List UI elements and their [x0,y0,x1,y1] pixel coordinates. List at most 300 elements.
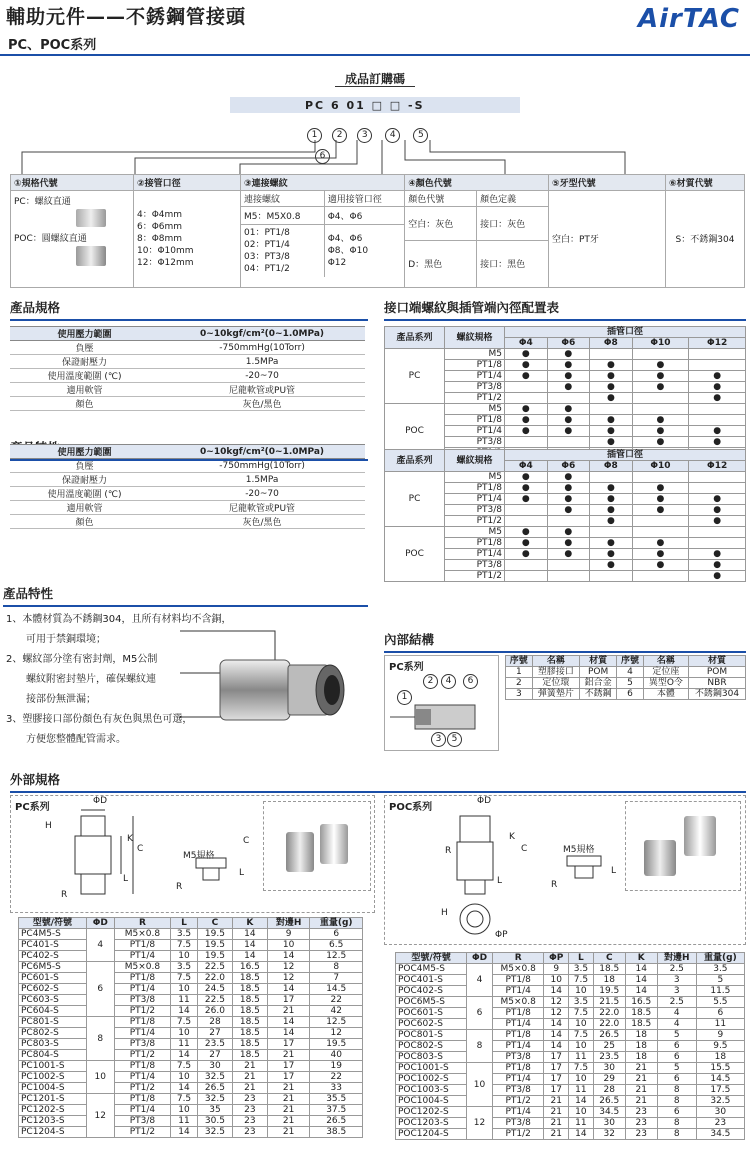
dim-cell: 10 [171,951,198,962]
dim-cell: 22 [310,995,363,1006]
cfg-dia-head: Φ4 [505,338,548,349]
table-row [396,1063,745,1074]
cfg-thread: PT3/8 [445,505,505,516]
thread-pt-dia: Φ4、Φ6 Φ8、Φ10 Φ12 [327,233,369,268]
dim-cell: 17 [544,1063,569,1074]
cfg-dot: ● [632,505,689,516]
feature-line-1: 1、本體材質為不銹鋼304，且所有材料均不含銅， [6,614,232,625]
dim-cell: 10 [569,1107,594,1118]
dim-cell: 14 [569,1096,594,1107]
dim-cell: 18.5 [232,1006,267,1017]
inner-title: 內部結構 [384,630,746,653]
dia-10: 10：Φ10mm [137,245,194,256]
inner-head: 序號 [506,656,533,667]
cfg-dot [590,527,633,538]
cfg-dot: ● [590,549,633,560]
fitting-illustration [180,625,370,745]
dim-cell: 14 [625,964,657,975]
poc-dimension-table [395,952,745,1140]
cfg-dot: ● [547,527,590,538]
dim-cell: M5×0.8 [114,929,170,940]
table-row [19,1028,363,1039]
cfg-dot [632,571,689,582]
dim-cell: 11 [569,1085,594,1096]
pc-dim-C: C [137,844,144,854]
dim-cell: 19.5 [197,940,232,951]
cfg-thread: PT1/2 [445,393,505,404]
dim-cell: 16.5 [625,997,657,1008]
cfg-dot: ● [689,494,746,505]
cfg-dot: ● [547,415,590,426]
cfg-dot [505,393,548,404]
dim-cell: 21 [267,1083,310,1094]
dim-cell: 12 [544,1008,569,1019]
dim-cell: PT1/8 [114,1017,170,1028]
dim-model: POC6M5-S [396,997,467,1008]
dim-cell: 10 [569,1019,594,1030]
cfg-dot: ● [547,382,590,393]
page-title: 輔助元件——不銹鋼管接頭 [6,6,247,28]
dim-cell: 14 [544,1041,569,1052]
dim-model: PC604-S [19,1006,87,1017]
dim-cell: 24.5 [197,984,232,995]
cfg-dot [632,472,689,483]
dim-cell: 21 [544,1107,569,1118]
spec2-label: 顏色 [10,515,159,529]
cfg-dot [632,404,689,415]
dim-cell: 21 [267,1127,310,1138]
dim-cell: 30.5 [197,1116,232,1127]
dim-dia: 6 [467,997,493,1030]
dia-6: 6：Φ6mm [137,221,183,232]
dim-cell: 2.5 [657,964,696,975]
dim-cell: 14 [544,986,569,997]
inner-cell: 異型O令 [643,678,688,689]
spec1-value: 灰色/黑色 [159,397,365,411]
dim-cell: 14 [569,1129,594,1140]
dim-cell: 37.5 [310,1105,363,1116]
dim-cell: 14 [267,1017,310,1028]
cfg-dot [547,393,590,404]
dim-cell: 14 [232,929,267,940]
inner-cell: 不銹鋼 [580,689,617,700]
table-row [506,689,746,700]
cfg-dot: ● [632,560,689,571]
dim-cell: 6 [657,1041,696,1052]
order-tooth-cell: 空白：PT牙 [549,191,666,288]
cfg-dot: ● [505,426,548,437]
inner-num-4: 4 [441,674,456,689]
inner-num-2: 2 [423,674,438,689]
table-row [396,1074,745,1085]
dim-cell: 15.5 [696,1063,744,1074]
cfg-dot: ● [590,360,633,371]
poc-dim-D: ΦD [477,796,492,806]
dim-cell: 25 [593,1041,625,1052]
dim-cell: PT1/4 [492,1074,544,1085]
cfg-dot: ● [505,472,548,483]
cfg-dot: ● [505,404,548,415]
dim-cell: 14 [267,951,310,962]
cfg-thread: PT1/2 [445,516,505,527]
spec1-value: 0~10kgf/cm²(0~1.0MPa) [159,327,365,341]
dim-cell: 9 [544,964,569,975]
dim-cell: 6 [657,1107,696,1118]
circle-3: 3 [357,128,372,143]
dim-cell: 30 [696,1107,744,1118]
cfg-dot: ● [590,393,633,404]
inner-head: 名稱 [532,656,579,667]
dim-cell: 32.5 [197,1127,232,1138]
dim-cell: 21 [267,1050,310,1061]
dim-model: POC802-S [396,1041,467,1052]
dim-cell: 26.5 [593,1030,625,1041]
dim-cell: 12 [267,973,310,984]
inner-head: 材質 [580,656,617,667]
cfg-dia-head: Φ10 [632,461,689,472]
dim-cell: 14 [232,940,267,951]
table-row [10,473,365,487]
cfg-thread: PT1/8 [445,360,505,371]
pc-photo-box [263,801,371,891]
table-row [19,1127,363,1138]
config-table-1 [384,326,746,459]
dim-cell: 14 [232,951,267,962]
spec2-label: 使用壓力範圍 [10,445,159,459]
dim-cell: 2.5 [657,997,696,1008]
poc-thumb-icon [76,246,106,266]
dim-cell: 17 [544,1085,569,1096]
dim-cell: 14 [625,975,657,986]
dim-dia: 10 [86,1061,114,1094]
dim-model: PC1001-S [19,1061,87,1072]
dim-cell: 8 [657,1129,696,1140]
poc-dim-P: ΦP [495,930,508,940]
table-row [396,1019,745,1030]
spec1-value: -750mmHg(10Torr) [159,341,365,355]
circle-2: 2 [332,128,347,143]
poc-m5-label: M5規格 [563,845,595,855]
dim-cell: 21 [267,1105,310,1116]
dim-cell: 19.5 [593,986,625,997]
dim-dia: 8 [467,1030,493,1063]
table-row [396,1052,745,1063]
dim-cell: 21 [267,1006,310,1017]
dim-cell: 5 [696,975,744,986]
dim-cell: 18.5 [232,1017,267,1028]
order-h-thread: ③連接螺紋 [241,175,405,191]
cfg-dot: ● [547,549,590,560]
dim-cell: 32 [593,1129,625,1140]
cfg-series: PC [385,472,445,527]
table-row [10,369,365,383]
spec1-label: 保證耐壓力 [10,355,159,369]
dim-cell: 23 [625,1107,657,1118]
dim-cell: 17 [544,1074,569,1085]
dim-model: POC803-S [396,1052,467,1063]
cfg-dot [590,404,633,415]
cfg-dot [689,404,746,415]
table-row [10,341,365,355]
dim-cell: 6 [657,1074,696,1085]
poc-photo-box [625,801,741,891]
dim-cell: PT1/8 [114,973,170,984]
dim-cell: 26.0 [197,1006,232,1017]
cfg-dia-head: Φ8 [590,338,633,349]
dim-cell: 18 [625,1052,657,1063]
dim-cell: PT1/4 [114,1105,170,1116]
dim-cell: 21 [267,1094,310,1105]
dim-cell: 6 [696,1008,744,1019]
pc-dim-L: L [123,874,129,884]
cfg-dot: ● [590,371,633,382]
dim-cell: 6 [310,929,363,940]
dim-cell: 23 [232,1094,267,1105]
dim-cell: 12 [267,962,310,973]
table-row [10,397,365,411]
cfg-dot: ● [632,415,689,426]
dim-cell: PT3/8 [492,1085,544,1096]
dim-cell: 23 [232,1127,267,1138]
cfg-dot: ● [632,371,689,382]
table-row [19,940,363,951]
dim-cell: PT1/4 [114,951,170,962]
cfg-dia-head: Φ12 [689,461,746,472]
table-row [396,1096,745,1107]
spec1-value: -20~70 [159,369,365,383]
dim-cell: 18 [593,975,625,986]
cfg-dot [689,538,746,549]
dim-model: PC6M5-S [19,962,87,973]
inner-head: 序號 [617,656,644,667]
dim-cell: 14.5 [696,1074,744,1085]
cfg-dot: ● [547,472,590,483]
table-row [396,975,745,986]
cfg-thread: M5 [445,472,505,483]
dim-cell: 21 [232,1072,267,1083]
table-row [19,951,363,962]
cfg-dot: ● [689,371,746,382]
dim-cell: 32.5 [197,1094,232,1105]
table-row [19,973,363,984]
table-row [396,1107,745,1118]
spec2-label: 保證耐壓力 [10,473,159,487]
dia-12: 12：Φ12mm [137,257,194,268]
color-black: D：黑色 [405,241,476,287]
cfg-dot [505,382,548,393]
feature-line-7: 方便您整體配管需求。 [6,734,126,745]
cfg-dia-head: Φ6 [547,338,590,349]
dim-cell: 7.5 [569,1008,594,1019]
dim-cell: 18.5 [232,1050,267,1061]
dim-cell: 4 [657,1008,696,1019]
dim-head: L [171,918,198,929]
inner-cell: 6 [617,689,644,700]
dim-cell: 18 [625,1030,657,1041]
dim-cell: 18 [696,1052,744,1063]
cfg-dot: ● [547,494,590,505]
cfg-dot: ● [590,382,633,393]
dim-cell: 3.5 [171,929,198,940]
table-row [396,1085,745,1096]
order-h-spec: ①規格代號 [11,175,134,191]
cfg-dot [689,349,746,360]
inner-cell: 鋁合金 [580,678,617,689]
poc-photo-black-icon [644,840,676,876]
dim-model: POC1003-S [396,1085,467,1096]
pc-photo-black-icon [286,832,314,872]
dim-head: 型號/符號 [396,953,467,964]
dim-cell: 21 [232,1083,267,1094]
cfg-dot: ● [505,483,548,494]
spec1-label: 使用壓力範圍 [10,327,159,341]
dim-head: 重量(g) [696,953,744,964]
cfg-h-series: 產品系列 [385,327,445,349]
cfg-dot: ● [590,426,633,437]
pc-m5-dim-L: L [239,868,245,878]
cfg-h-dia: 插管口徑 [505,450,746,461]
dim-dia: 12 [467,1107,493,1140]
dim-cell: 19.5 [197,929,232,940]
dim-model: PC402-S [19,951,87,962]
brand-logo: AirTAC [638,4,740,34]
cfg-thread: PT3/8 [445,382,505,393]
table-row [10,487,365,501]
table-row [385,349,746,360]
color-h1: 顏色代號 [405,191,476,207]
dim-cell: 7.5 [569,1030,594,1041]
cfg-h-dia: 插管口徑 [505,327,746,338]
dim-cell: 22.0 [593,1008,625,1019]
dim-model: PC602-S [19,984,87,995]
dim-cell: 6 [657,1052,696,1063]
table-row [10,383,365,397]
dim-cell: PT1/2 [114,1083,170,1094]
dim-cell: 11.5 [696,986,744,997]
dim-cell: 10 [267,940,310,951]
cfg-dot: ● [590,538,633,549]
poc-dim-K: K [509,832,515,842]
dim-cell: 18 [625,1041,657,1052]
dim-cell: 21 [544,1129,569,1140]
dim-cell: PT1/2 [492,1096,544,1107]
inner-head: 材質 [689,656,746,667]
cfg-dot [590,349,633,360]
dim-cell: 11 [171,1116,198,1127]
dim-cell: 14 [171,1127,198,1138]
dim-cell: 10 [171,1028,198,1039]
cfg-dot: ● [632,538,689,549]
dim-cell: 14 [267,984,310,995]
dim-cell: 8 [657,1096,696,1107]
dim-model: PC4M5-S [19,929,87,940]
inner-cell: 5 [617,678,644,689]
pc-dim-R: R [61,890,68,900]
order-table [10,174,745,288]
dim-cell: 23.5 [593,1052,625,1063]
order-h-dia: ②接管口徑 [134,175,241,191]
inner-label: PC系列 [389,662,424,673]
inner-num-1: 1 [397,690,412,705]
dim-cell: 14 [171,1050,198,1061]
poc-dim-H: H [441,908,448,918]
dim-cell: PT3/8 [114,1039,170,1050]
dim-cell: 23 [232,1105,267,1116]
pc-m5-label: M5規格 [183,851,215,861]
cfg-h-thread: 螺紋規格 [445,450,505,472]
cfg-dot [547,571,590,582]
inner-num-3: 3 [431,732,446,747]
dim-cell: 3.5 [696,964,744,975]
dim-cell: 22 [310,1072,363,1083]
spec2-label: 使用溫度範圍 (℃) [10,487,159,501]
dim-model: PC803-S [19,1039,87,1050]
dim-cell: 38.5 [310,1127,363,1138]
cfg-dot: ● [632,360,689,371]
dim-cell: 28 [197,1017,232,1028]
dim-cell: 23 [232,1116,267,1127]
dim-cell: 26.5 [310,1116,363,1127]
cfg-dot: ● [505,415,548,426]
dim-cell: 7.5 [171,1094,198,1105]
dim-cell: 27 [197,1050,232,1061]
dim-cell: 18.5 [232,1028,267,1039]
dim-cell: PT1/4 [492,986,544,997]
dim-cell: M5×0.8 [492,964,544,975]
dim-cell: 34.5 [593,1107,625,1118]
dim-cell: 19 [310,1061,363,1072]
poc-photo-gray-icon [684,816,716,856]
cfg-dot [547,560,590,571]
dim-model: PC1204-S [19,1127,87,1138]
dim-cell: 21.5 [593,997,625,1008]
pc-drawing-box [10,795,375,913]
dim-cell: 21 [544,1096,569,1107]
pc-dim-D: ΦD [93,796,108,806]
dim-cell: 12 [310,1028,363,1039]
dim-cell: PT1/2 [114,1050,170,1061]
cfg-dot: ● [590,516,633,527]
dim-dia: 8 [86,1017,114,1061]
dim-cell: 29 [593,1074,625,1085]
inner-cell: POM [689,667,746,678]
spec2-value: -20~70 [159,487,365,501]
config-title: 接口端螺紋與插管端內徑配置表 [384,298,746,321]
table-row [19,962,363,973]
table-row [19,1094,363,1105]
cfg-thread: PT1/8 [445,415,505,426]
spec2-label: 負壓 [10,459,159,473]
dim-cell: 11 [696,1019,744,1030]
feature-line-3: 2、螺紋部分塗有密封劑，M5公制 [6,654,158,665]
dim-cell: 5 [657,1063,696,1074]
dim-model: PC1202-S [19,1105,87,1116]
table-row [19,1061,363,1072]
dim-dia: 12 [86,1094,114,1138]
dim-cell: 32.5 [696,1096,744,1107]
pc-series-label: PC系列 [15,802,50,813]
table-row [396,964,745,975]
dim-cell: 18.5 [625,1008,657,1019]
dim-cell: 21 [625,1096,657,1107]
dim-cell: PT1/8 [114,1094,170,1105]
circle-5: 5 [413,128,428,143]
dim-cell: 10 [544,975,569,986]
dim-cell: 23 [625,1129,657,1140]
spec1-label: 顏色 [10,397,159,411]
cfg-dot: ● [689,505,746,516]
cfg-dot: ● [505,360,548,371]
